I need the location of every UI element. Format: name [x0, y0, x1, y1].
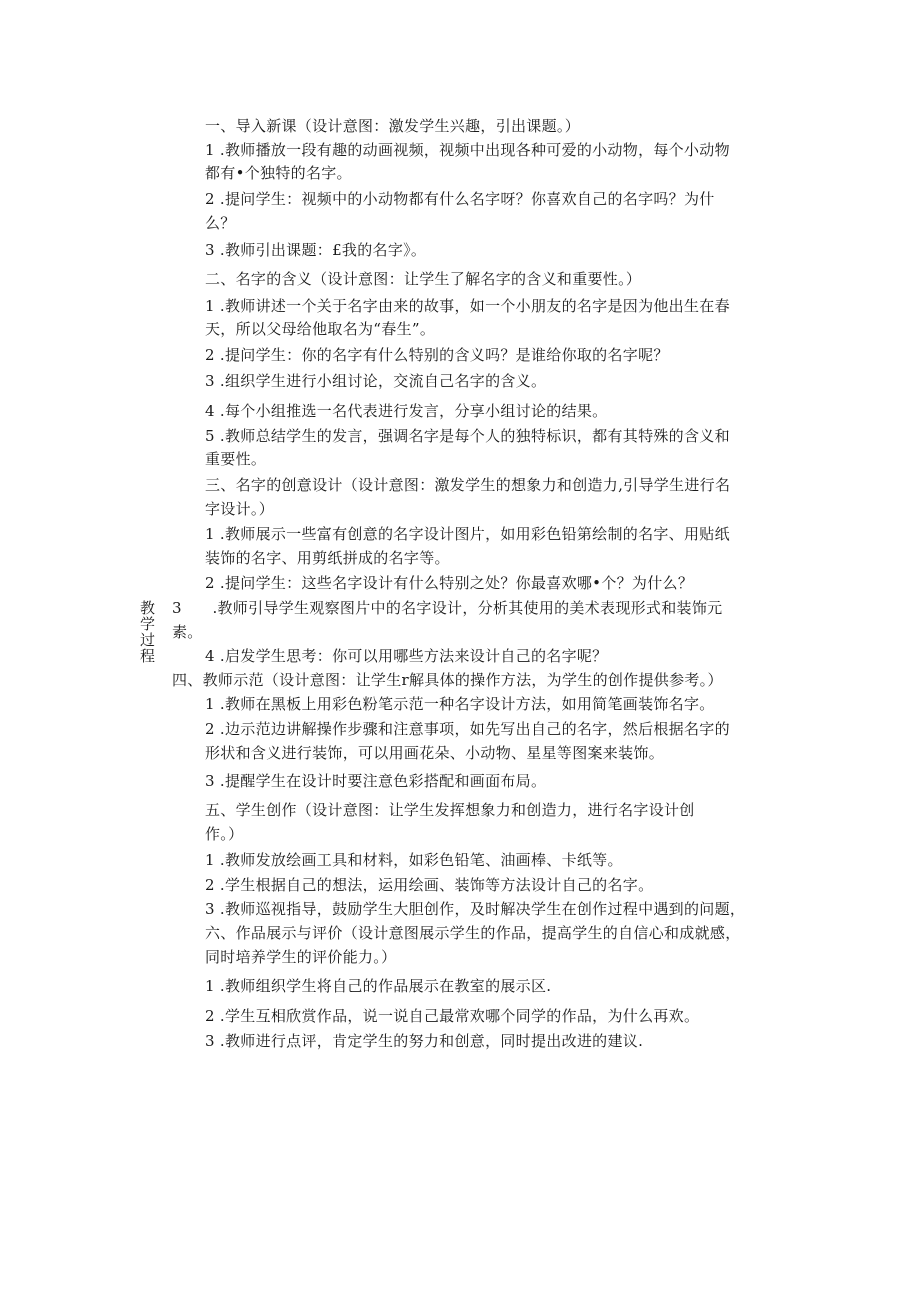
text-line: 同时培养学生的评价能力。）	[205, 948, 397, 966]
text-line: 2 .学生互相欣赏作品，说一说自己最常欢哪个同学的作品，为什么再欢。	[205, 1007, 700, 1025]
text-line: 素。	[172, 623, 203, 641]
heading-section-2: 二、名字的含义（设计意图：让学生了解名字的含义和重要性。）	[205, 270, 642, 288]
text-line: 3 .组织学生进行小组讨论，交流自己名字的含义。	[205, 372, 547, 390]
text-line: 1 .教师在黑板上用彩色粉笔示范一种名字设计方法，如用简笔画装饰名字。	[205, 695, 715, 713]
text-line: 1 .教师发放绘画工具和材料，如彩色铅笔、油画棒、卡纸等。	[205, 851, 623, 869]
text-line: 1 .教师讲述一个关于名字由来的故事，如一个小朋友的名字是因为他出生在春	[205, 297, 730, 315]
heading-section-4: 四、教师示范（设计意图：让学生r解具体的操作方法，为学生的创作提供参考。）	[172, 671, 723, 689]
text-line: 3 .提醒学生在设计时要注意色彩搭配和画面布局。	[205, 772, 547, 790]
heading-section-5: 五、学生创作（设计意图：让学生发挥想象力和创造力，进行名字设计创	[205, 801, 695, 819]
text-line: 装饰的名字、用剪纸拼成的名字等。	[205, 549, 450, 567]
text-line: 1 .教师组织学生将自己的作品展示在教室的展示区.	[205, 977, 552, 995]
heading-section-6: 六、作品展示与评价（设计意图展示学生的作品，提高学生的自信心和成就感，	[205, 924, 741, 942]
text-line: 4 .启发学生思考：你可以用哪些方法来设计自己的名字呢？	[205, 647, 608, 665]
text-line: 2 .提问学生：你的名字有什么特别的含义吗？是谁给你取的名字呢？	[205, 346, 669, 364]
text-line: 3 .教师巡视指导，鼓励学生大胆创作，及时解决学生在创作过程中遇到的问题，	[205, 900, 746, 918]
text-line: 作。）	[205, 825, 244, 843]
text-line: 3 .教师引出课题：£我的名字》。	[205, 241, 427, 259]
text-line: 1 .教师展示一些富有创意的名字设计图片，如用彩色铅第绘制的名字、用贴纸	[205, 525, 730, 543]
text-line: 1 .教师播放一段有趣的动画视频，视频中出现各种可爱的小动物，每个小动物	[205, 141, 730, 159]
text-line: 么？	[205, 214, 236, 232]
text-line: 重要性。	[205, 450, 267, 468]
text-line: 3 .教师引导学生观察图片中的名字设计，分析其使用的美术表现形式和装饰元	[172, 599, 723, 617]
heading-section-3: 三、名字的创意设计（设计意图：激发学生的想象力和创造力,引导学生进行名	[205, 476, 731, 494]
text-line: 2 .学生根据自己的想法，运用绘画、装饰等方法设计自己的名字。	[205, 876, 654, 894]
text-line: 都有•个独特的名字。	[205, 164, 352, 182]
text-line: 2 .提问学生：这些名字设计有什么特别之处？你最喜欢哪•个？为什么？	[205, 574, 694, 592]
text-line: 字设计。）	[205, 500, 275, 518]
section-side-label: 教学过程	[138, 600, 156, 664]
text-line: 5 .教师总结学生的发言，强调名字是每个人的独特标识，都有其特殊的含义和	[205, 427, 730, 445]
text-line: 形状和含义进行装饰，可以用画花朵、小动物、星星等图案来装饰。	[205, 744, 665, 762]
text-line: 2 .边示范边讲解操作步骤和注意事项，如先写出自己的名字，然后根据名字的	[205, 720, 730, 738]
text-line: 3 .教师进行点评，肯定学生的努力和创意，同时提出改进的建议.	[205, 1032, 644, 1050]
text-line: 天，所以父母给他取名为“春生”。	[205, 320, 436, 338]
text-line: 2 .提问学生：视频中的小动物都有什么名字呀？你喜欢自己的名字吗？为什	[205, 190, 715, 208]
heading-section-1: 一、导入新课（设计意图：激发学生兴趣，引出课题。）	[205, 117, 581, 135]
text-line: 4 .每个小组推选一名代表进行发言，分享小组讨论的结果。	[205, 402, 608, 420]
